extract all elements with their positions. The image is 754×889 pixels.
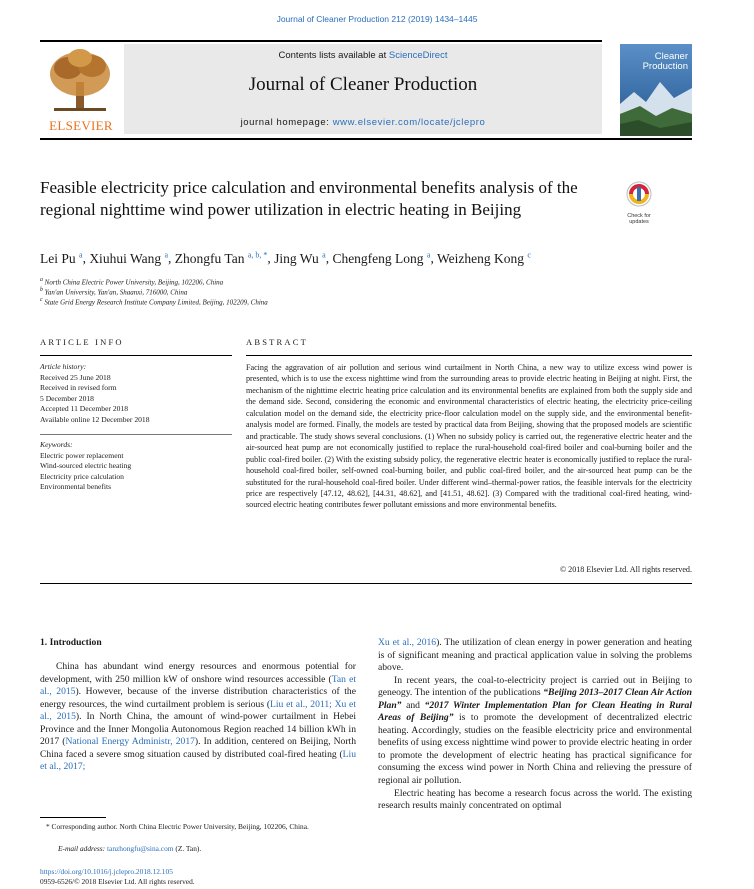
- citation-link[interactable]: Liu et al., 2017;: [40, 748, 356, 773]
- author-name[interactable]: Jing Wu $^a$: [274, 250, 326, 266]
- intro-paragraph: In recent years, the coal-to-electricity project is carried out in Beijing to geneogy. The intention of the publications “Beijing 2013–2017 Clean Air Action Plan” and “2017 Winter Implementation Plan for Clean Heating in Rural Areas of Beijing” is to promote the development of decentralized electric heating. Accordingly, studies on the feasible electricity price and environmental benefits of using excess nighttime wind power to provide electric heating in order to promote the development of electric heating has practical significance for consuming the excess wind power in North China and relieving the pressure of regional air pollution.: [378, 674, 693, 787]
- affiliation-a-text: North China Electric Power University, Beijing, 102206, China: [44, 278, 224, 287]
- author-name[interactable]: Xiuhui Wang $^a$: [89, 250, 169, 266]
- keyword-item: Environmental benefits: [40, 482, 112, 491]
- history-item: Accepted 11 December 2018: [40, 404, 129, 413]
- keywords-label: Keywords:: [40, 440, 73, 449]
- footnote-rule: [40, 817, 106, 818]
- citation-link[interactable]: National Energy Administr, 2017: [65, 736, 195, 748]
- intro-paragraph: Xu et al., 2016). The utilization of clean energy in power generation and heating is of significant meaning and practical application value in solving the problems above.: [378, 637, 692, 674]
- homepage-link[interactable]: www.elsevier.com/locate/jclepro: [332, 117, 486, 128]
- author-name[interactable]: Weizheng Kong $^c$: [437, 250, 531, 266]
- affiliation-b-text: Yan'an University, Yan'an, Shaanxi, 716000, China: [44, 288, 188, 297]
- introduction-heading: 1. Introduction: [40, 637, 102, 648]
- author-list: Lei Pu $^a$, Xiuhui Wang $^a$, Zhongfu Tan $^{a, b, *}$, Jing Wu $^a$, Chengfeng Long $^a$, Weizheng Kong $^c$: [40, 250, 531, 266]
- author-affiliation-marker[interactable]: a, b, *: [247, 250, 268, 259]
- homepage-prefix: journal homepage:: [240, 117, 333, 128]
- author-affiliation-marker[interactable]: a: [322, 250, 326, 259]
- author-affiliation-marker[interactable]: c: [527, 250, 531, 259]
- crossmark-icon: [626, 181, 652, 207]
- author-affiliation-marker[interactable]: a: [79, 250, 83, 259]
- affiliation-b: [40, 287, 187, 296]
- intro-right-column: [378, 637, 692, 813]
- issn-line: 0959-6526/© 2018 Elsevier Ltd. All rights reserved.: [40, 877, 195, 886]
- keyword-item: Electric power replacement: [40, 450, 124, 460]
- keyword-item: Electricity price calculation: [40, 471, 124, 481]
- author-name[interactable]: Lei Pu $^a$: [40, 250, 83, 266]
- author-affiliation-marker[interactable]: a: [426, 250, 431, 259]
- check-for-updates-button[interactable]: [617, 181, 661, 225]
- info-divider: [40, 434, 232, 435]
- article-info-heading: ARTICLE INFO: [40, 337, 124, 347]
- affiliation-a-marker: a: [40, 277, 43, 283]
- keywords-block: [40, 440, 232, 493]
- contents-line: [124, 50, 602, 61]
- article-title: Feasible electricity price calculation and environmental benefits analysis of the regional nighttime wind power utilization in electric heating in Beijing: [40, 178, 578, 219]
- citation-link[interactable]: Tan et al., 2015: [40, 673, 356, 698]
- contents-prefix: Contents lists available at: [278, 50, 389, 61]
- author-name[interactable]: Chengfeng Long $^a$: [332, 250, 431, 266]
- abstract-copyright: © 2018 Elsevier Ltd. All rights reserved.: [559, 565, 692, 574]
- affiliation-b-marker: b: [40, 287, 43, 293]
- history-item: Available online 12 December 2018: [40, 414, 150, 424]
- intro-paragraph: Electric heating has become a research focus across the world. The existing research results mainly concentrated on optimal: [378, 787, 692, 812]
- email-note: [58, 844, 358, 854]
- affiliation-c: [40, 297, 268, 306]
- cover-title-line1: Cleaner: [654, 51, 688, 62]
- header-bottom-rule: [40, 138, 692, 140]
- journal-homepage: [124, 117, 602, 128]
- keyword-item: Wind-sourced electric heating: [40, 461, 132, 470]
- doi-link[interactable]: https://doi.org/10.1016/j.jclepro.2018.12.105: [40, 867, 173, 876]
- abstract-text: Facing the aggravation of air pollution and serious wind curtailment in North China, a new way to utilize excess wind power is presented, which is to use the excess nighttime wind from the surrounding areas to provide electric heating in Beijing at night. First, the mechanism of the nighttime electric heating price calculation and its environmental benefits are explained from both the supply side and the demand side. Second, considering the economic and environmental characteristics of electric heating, the electricity price-ceiling calculation model on the demand side, the electricity price-floor calculation model on the supply side, and the environmental benefit-analysis model are formed. Finally, the models are tested by practical data from Beijing, showing that the proposed models are scientific and practicable. The study shows several conclusions. (1) When no subsidy policy is carried out, the regenerative electric heater and the air-sourced heat pump are not economically justified to replace the rural-household coal-fired boiler and coal-burning boiler and the public coal-fired boiler. (2) With the existing subsidy policy, the regenerative electric heater is economically justified to replace the rural-household coal-fired boiler, self-owned coal-burning boiler, and public coal-fired boiler, and the air-sourced heat pump can be the substituted for the rural-household coal-fired boiler. Under different wind–thermal-power ratios, the feasible intervals for the electricity price are respectively [47.12, 48.62], [44.31, 48.62], and [41.51, 48.62]. (3) Compared with the traditional coal-fired heating, wind-sourced electric heating contributes fewer pollutant emissions and more environmental benefits.: [246, 363, 692, 510]
- cover-title-line2: Production: [642, 61, 688, 72]
- email-label: E-mail address:: [58, 844, 107, 853]
- publication-title: “Beijing 2013–2017 Clean Air Action Plan”: [378, 687, 693, 711]
- history-item: Received in revised form: [40, 383, 117, 392]
- cover-title: [643, 52, 688, 72]
- crossmark-line2: updates: [629, 219, 649, 225]
- journal-cover-image[interactable]: [620, 44, 692, 136]
- author-affiliation-marker[interactable]: a: [164, 250, 169, 259]
- journal-title: Journal of Cleaner Production: [248, 74, 478, 95]
- crossmark-line1: Check for: [627, 213, 651, 219]
- abstract-heading: ABSTRACT: [246, 337, 308, 347]
- history-item: Received 25 June 2018: [40, 372, 111, 382]
- publication-title: “2017 Winter Implementation Plan for Clean Heating in Rural Areas of Beijing”: [378, 699, 693, 724]
- abstract-rule: [246, 355, 692, 356]
- email-suffix: (Z. Tan).: [173, 844, 202, 853]
- affiliation-c-marker: c: [40, 297, 43, 303]
- publisher-name: ELSEVIER: [49, 118, 113, 133]
- article-history: [40, 362, 232, 425]
- sciencedirect-link[interactable]: ScienceDirect: [388, 50, 448, 61]
- citation-link[interactable]: Xu et al., 2016: [378, 637, 437, 648]
- affiliation-a: [40, 277, 223, 286]
- article-info-rule: [40, 355, 232, 356]
- header-top-rule: [40, 40, 602, 42]
- affiliation-c-text: State Grid Energy Research Institute Company Limited, Beijing, 102209, China: [44, 298, 268, 307]
- abstract-bottom-rule: [40, 583, 692, 584]
- history-item: 5 December 2018: [40, 393, 94, 403]
- author-name[interactable]: Zhongfu Tan $^{a, b, *}$: [174, 250, 268, 266]
- author-email-link[interactable]: tanzhongfu@sina.com: [107, 844, 174, 853]
- history-label: Article history:: [40, 362, 87, 371]
- intro-left-column: China has abundant wind energy resources and enormous potential for development, with 250 million kW of onshore wind resources accessible (Tan et al., 2015). However, because of the inverse distribution characteristics of the energy resources, the wind curtailment problem is serious (Liu et al., 2011; Xu et al., 2015). In North China, the amount of wind-power curtailment in Hebei Province and the Inner Mongolia Autonomous Region reached 14 billion kWh in 2017 (National Energy Administr, 2017). In addition, centered on Beijing, North China faced a severe smog situation caused by distributed coal-fired heating (Liu et al., 2017;: [40, 661, 357, 773]
- corresponding-author-note: * Corresponding author. North China Electric Power University, Beijing, 102206, China.: [46, 822, 309, 831]
- journal-citation[interactable]: Journal of Cleaner Production 212 (2019) 1434–1445: [276, 14, 478, 24]
- citation-link[interactable]: Liu et al., 2011; Xu et al., 2015: [40, 698, 356, 723]
